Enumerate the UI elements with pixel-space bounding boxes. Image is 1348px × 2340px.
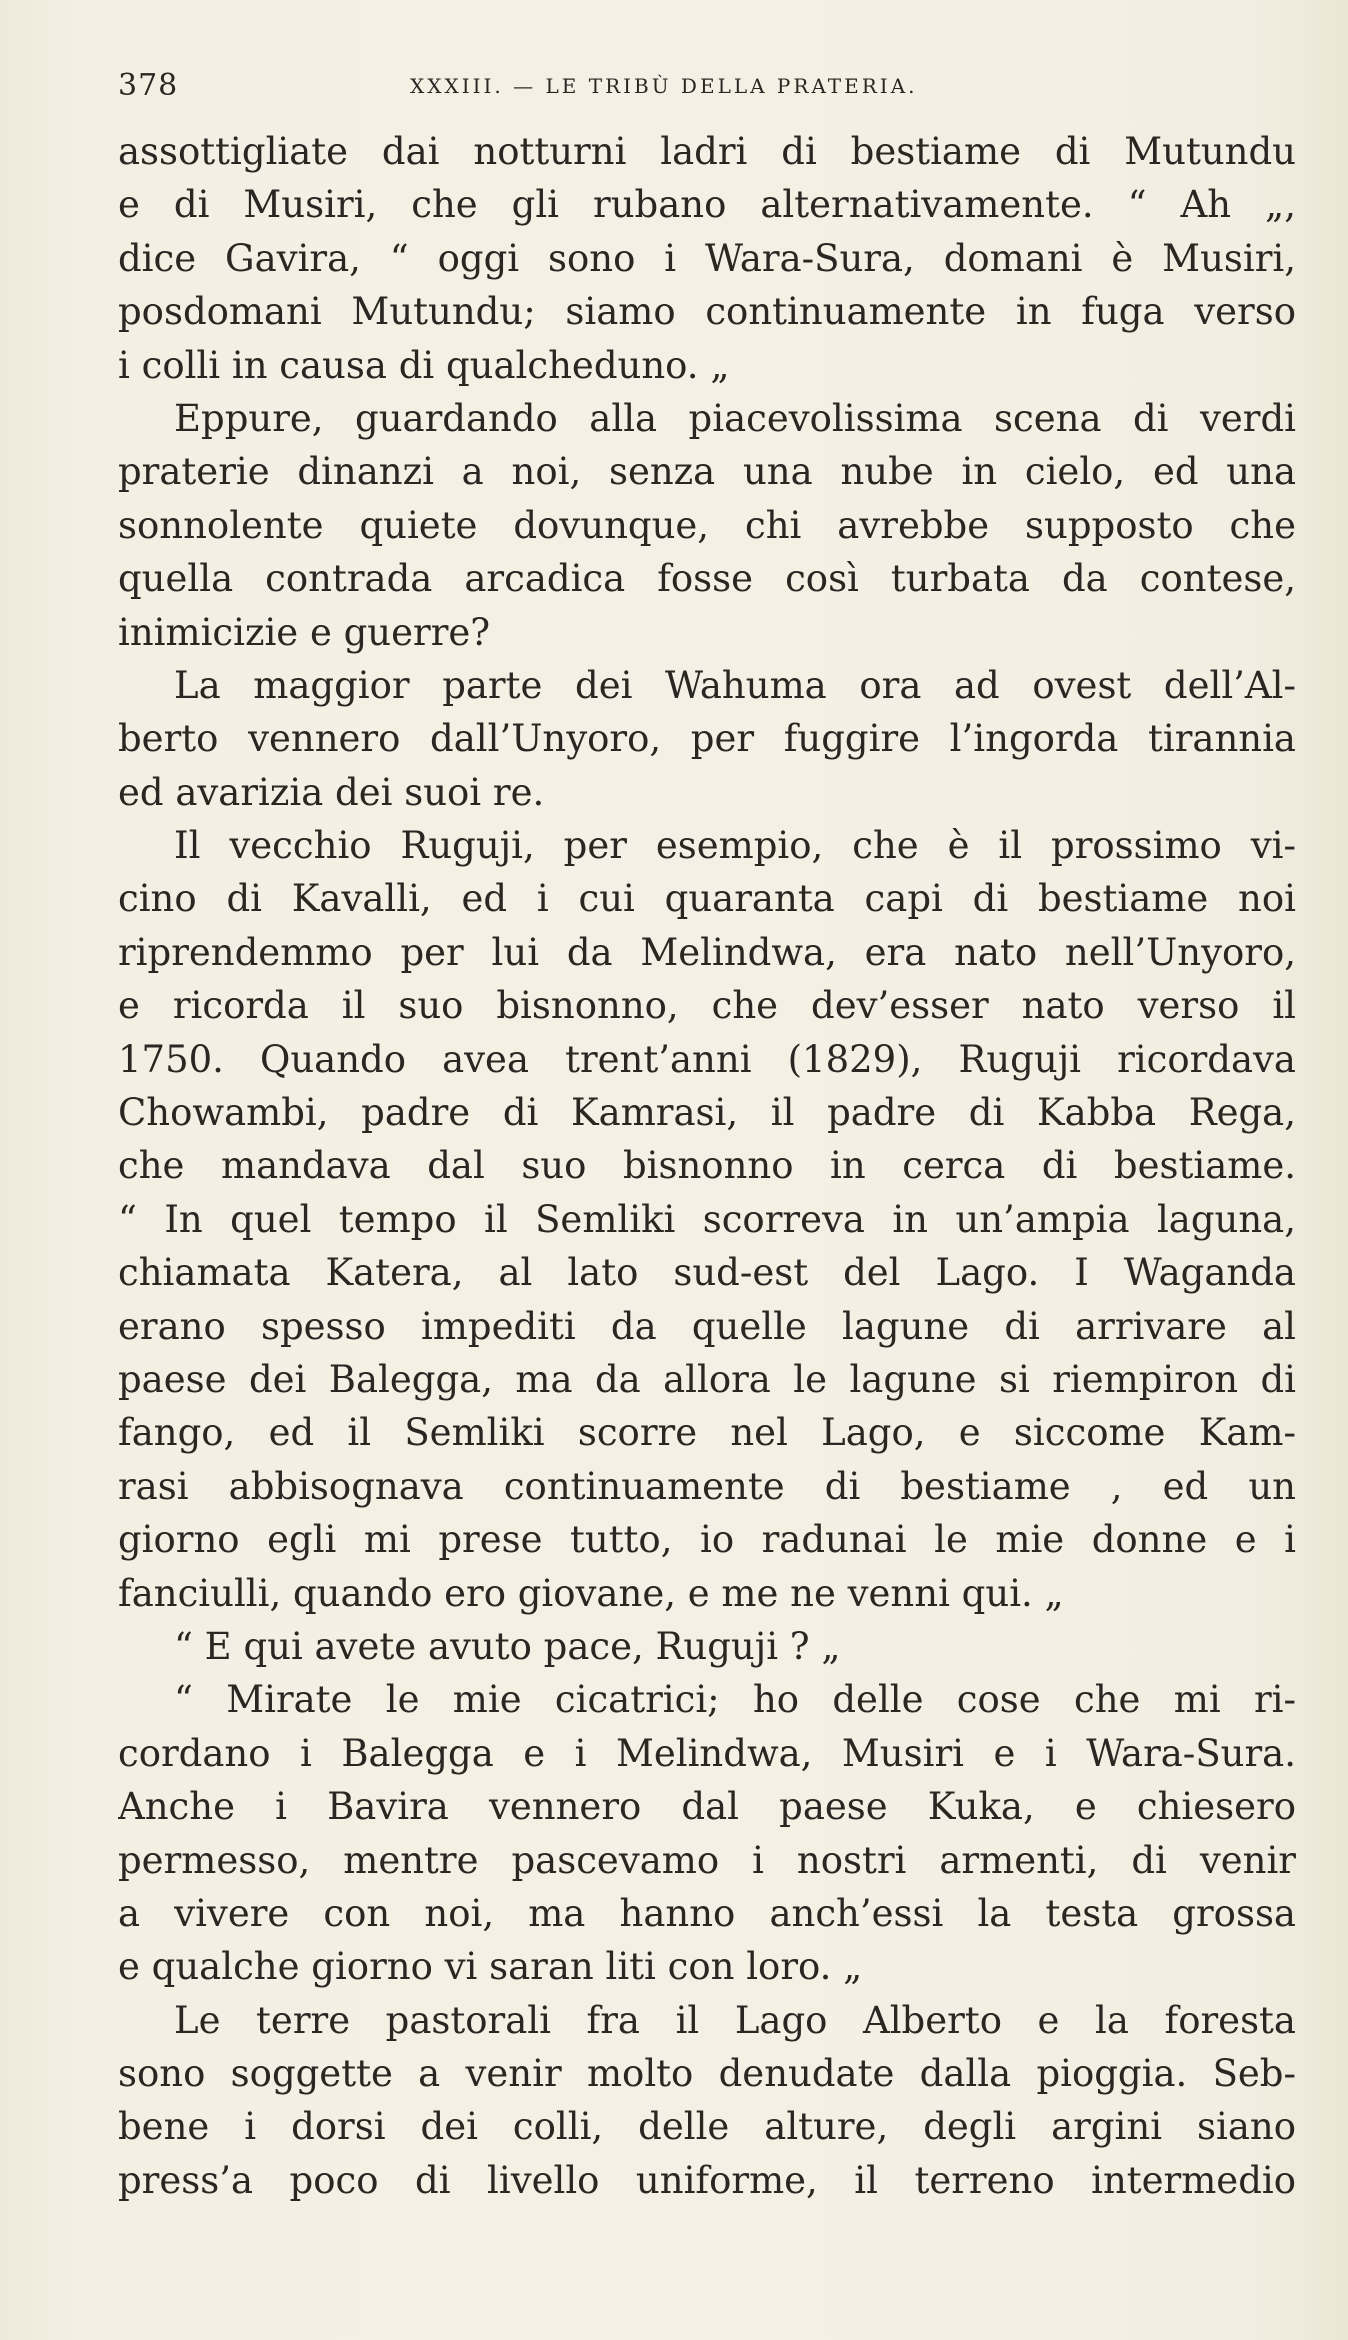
text-line: sono soggette a venir molto denudate dalla pioggia. Seb- — [118, 2052, 1296, 2096]
text-line: paese dei Balegga, ma da allora le lagune si riempiron di — [118, 1357, 1296, 1401]
text-line: cordano i Balegga e i Melindwa, Musiri e i Wara-Sura. — [118, 1731, 1296, 1775]
text-line: quella contrada arcadica fosse così turbata da contese, — [118, 557, 1296, 601]
text-line: erano spesso impediti da quelle lagune di arrivare al — [118, 1304, 1296, 1348]
text-line: posdomani Mutundu; siamo continuamente in fuga verso — [118, 290, 1296, 334]
text-line: assottigliate dai notturni ladri di bestiame di Mutundu — [118, 130, 1296, 173]
text-line: berto vennero dall’Unyoro, per fuggire l’ingorda tirannia — [118, 717, 1296, 761]
text-line: chiamata Katera, al lato sud-est del Lago. I Waganda — [118, 1251, 1296, 1295]
text-line: permesso, mentre pascevamo i nostri armenti, di venir — [118, 1838, 1296, 1882]
text-line: praterie dinanzi a noi, senza una nube in cielo, ed una — [118, 450, 1296, 494]
text-line: 1750. Quando avea trent’anni (1829), Ruguji ricordava — [118, 1037, 1296, 1081]
text-line: La maggior parte dei Wahuma ora ad ovest dell’Al- — [174, 663, 1296, 707]
text-line: inimicizie e guerre? — [118, 610, 491, 654]
text-line: e qualche giorno vi saran liti con loro. „ — [118, 1945, 863, 1989]
text-line: e ricorda il suo bisnonno, che dev’esser nato verso il — [118, 984, 1296, 1028]
text-line: “ E qui avete avuto pace, Ruguji ? „ — [174, 1624, 841, 1668]
text-line: bene i dorsi dei colli, delle alture, degli argini siano — [118, 2105, 1296, 2149]
text-line: a vivere con noi, ma hanno anch’essi la testa grossa — [118, 1891, 1296, 1935]
text-line: giorno egli mi prese tutto, io radunai le mie donne e i — [118, 1518, 1296, 1562]
text-line: i colli in causa di qualcheduno. „ — [118, 343, 730, 387]
text-line: che mandava dal suo bisnonno in cerca di bestiame. — [118, 1144, 1296, 1188]
running-head: XXXIII. — LE TRIBÙ DELLA PRATERIA. — [410, 74, 918, 98]
text-line: Le terre pastorali fra il Lago Alberto e la foresta — [174, 1998, 1296, 2042]
text-line: rasi abbisognava continuamente di bestiame , ed un — [118, 1464, 1296, 1508]
text-line: ed avarizia dei suoi re. — [118, 770, 545, 814]
text-line: Chowambi, padre di Kamrasi, il padre di Kabba Rega, — [118, 1091, 1296, 1135]
body-text — [118, 125, 1296, 2207]
text-line: fango, ed il Semliki scorre nel Lago, e siccome Kam- — [118, 1411, 1296, 1455]
text-line: Anche i Bavira vennero dal paese Kuka, e chiesero — [118, 1785, 1296, 1829]
page-header — [118, 68, 1298, 108]
text-line: Il vecchio Ruguji, per esempio, che è il prossimo vi- — [174, 824, 1296, 868]
page-number: 378 — [118, 68, 179, 103]
text-line: “ In quel tempo il Semliki scorreva in un’ampia laguna, — [118, 1197, 1296, 1241]
text-line: riprendemmo per lui da Melindwa, era nato nell’Unyoro, — [118, 930, 1296, 974]
text-line: cino di Kavalli, ed i cui quaranta capi di bestiame noi — [118, 877, 1296, 921]
text-line: e di Musiri, che gli rubano alternativamente. “ Ah „, — [118, 183, 1296, 227]
text-line: Eppure, guardando alla piacevolissima scena di verdi — [174, 396, 1296, 440]
text-line: sonnolente quiete dovunque, chi avrebbe supposto che — [118, 503, 1296, 547]
text-line: press’a poco di livello uniforme, il terreno intermedio — [118, 2158, 1296, 2202]
text-line: dice Gavira, “ oggi sono i Wara-Sura, domani è Musiri, — [118, 236, 1296, 280]
text-line: “ Mirate le mie cicatrici; ho delle cose che mi ri- — [174, 1678, 1296, 1722]
text-line: fanciulli, quando ero giovane, e me ne venni qui. „ — [118, 1571, 1064, 1615]
